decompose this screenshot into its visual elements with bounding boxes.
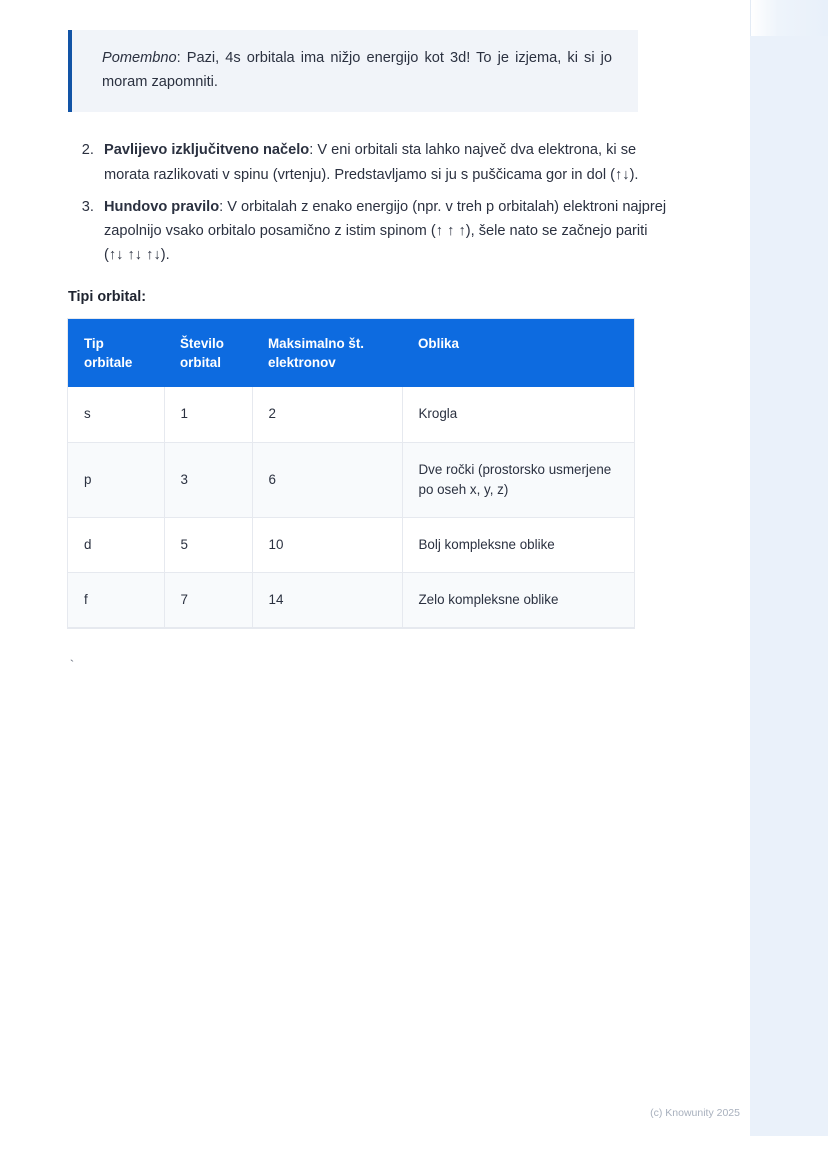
callout-text <box>102 47 612 94</box>
section-heading: Tipi orbital: <box>68 289 147 306</box>
table-cell: Dve ročki (prostorsko usmerjene po oseh x, y, z) <box>402 442 634 517</box>
footer-credit: (c) Knowunity 2025 <box>650 1107 740 1119</box>
table-cell: 14 <box>252 572 402 627</box>
table-cell: 7 <box>164 572 252 627</box>
stray-character: ` <box>68 657 76 673</box>
table-body <box>68 387 634 627</box>
table-header-row <box>68 319 634 387</box>
table-cell: 2 <box>252 387 402 442</box>
table-header-cell: Tip orbitale <box>68 319 164 387</box>
table-cell: Krogla <box>402 387 634 442</box>
page-edge-strip <box>750 0 828 1136</box>
table-cell: 5 <box>164 517 252 572</box>
table-cell: Zelo kompleksne oblike <box>402 572 634 627</box>
principle-title: Pavlijevo izključitveno načelo <box>104 142 310 159</box>
table-row <box>68 572 634 627</box>
table-cell: 1 <box>164 387 252 442</box>
table-header-cell: Število orbital <box>164 319 252 387</box>
table-row <box>68 517 634 572</box>
table-header-cell: Oblika <box>402 319 634 387</box>
callout-separator: : <box>176 50 187 66</box>
important-callout <box>68 30 638 112</box>
callout-body: Pazi, 4s orbitala ima nižjo energijo kot 3d! To je izjema, ki si jo moram zapomniti. <box>102 50 612 90</box>
document-content <box>68 30 668 672</box>
table-header <box>68 319 634 387</box>
table-cell: f <box>68 572 164 627</box>
orbital-types-table <box>68 319 634 628</box>
table-cell: 6 <box>252 442 402 517</box>
principle-title: Hundovo pravilo <box>104 198 220 215</box>
table-row <box>68 387 634 442</box>
table-cell: 3 <box>164 442 252 517</box>
page-edge-inner <box>750 36 828 1136</box>
table-cell: Bolj kompleksne oblike <box>402 517 634 572</box>
list-item <box>98 195 668 268</box>
table-cell: 10 <box>252 517 402 572</box>
principles-list <box>68 138 668 267</box>
table-cell: p <box>68 442 164 517</box>
table-header-cell: Maksimalno št. elektronov <box>252 319 402 387</box>
principle-text: : V eni orbitali sta lahko največ dva elektrona, ki se morata razlikovati v spinu (vrtenju). Predstavljamo si ju s puščicama gor in dol (↑↓). <box>104 142 639 183</box>
list-item <box>98 138 668 186</box>
callout-label: Pomembno <box>102 50 177 66</box>
table-row <box>68 442 634 517</box>
table-cell: s <box>68 387 164 442</box>
principle-text: : V orbitalah z enako energijo (npr. v treh p orbitalah) elektroni najprej zapolnijo vsako orbitalo posamično z istim spinom (↑ ↑ ↑), šele nato se začnejo pariti (↑↓ ↑↓ ↑↓). <box>104 198 667 264</box>
table-cell: d <box>68 517 164 572</box>
